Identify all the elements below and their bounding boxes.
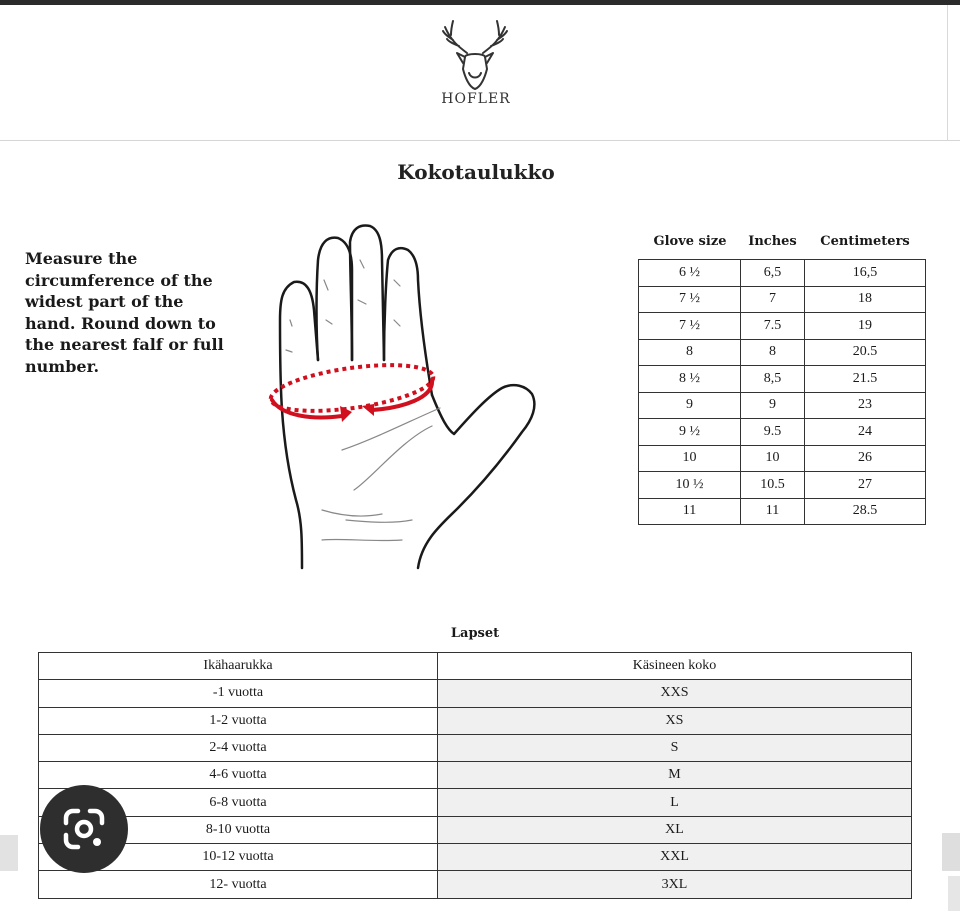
column-header-age-range: Ikähaarukka (39, 653, 438, 680)
table-row (39, 789, 912, 816)
glove-size-cell: 11 (639, 498, 741, 525)
header-divider (947, 5, 948, 140)
glove-size-cell: 8 ½ (639, 366, 741, 393)
inches-cell: 10 (741, 445, 805, 472)
inches-cell: 7 (741, 286, 805, 313)
glove-size-cell: XL (438, 816, 912, 843)
glove-size-cell: 6 ½ (639, 260, 741, 287)
centimeters-cell: 28.5 (805, 498, 926, 525)
glove-size-cell: 7 ½ (639, 313, 741, 340)
age-range-cell: 2-4 vuotta (39, 734, 438, 761)
table-header-row (39, 653, 912, 680)
age-range-cell: 6-8 vuotta (39, 789, 438, 816)
google-lens-button[interactable] (40, 785, 128, 873)
centimeters-cell: 20.5 (805, 339, 926, 366)
column-header-glove-size: Glove size (653, 234, 727, 249)
adult-size-table (638, 259, 926, 525)
centimeters-cell: 26 (805, 445, 926, 472)
inches-cell: 6,5 (741, 260, 805, 287)
side-edge-right (942, 833, 960, 871)
side-edge-left (0, 835, 18, 871)
table-row (639, 286, 926, 313)
age-range-cell: -1 vuotta (39, 680, 438, 707)
table-row (39, 734, 912, 761)
centimeters-cell: 16,5 (805, 260, 926, 287)
glove-size-cell: 8 (639, 339, 741, 366)
hand-measurement-illustration (262, 220, 542, 575)
table-row (639, 445, 926, 472)
glove-size-cell: XXS (438, 680, 912, 707)
measure-instructions: Measure the circumference of the widest part of the hand. Round down to the nearest falf or full number. (25, 249, 224, 376)
inches-cell: 7.5 (741, 313, 805, 340)
table-row (639, 260, 926, 287)
inches-cell: 8 (741, 339, 805, 366)
centimeters-cell: 23 (805, 392, 926, 419)
glove-size-cell: 10 (639, 445, 741, 472)
google-lens-icon (40, 785, 128, 873)
age-range-cell: 4-6 vuotta (39, 762, 438, 789)
glove-size-cell: S (438, 734, 912, 761)
glove-size-cell: 3XL (438, 871, 912, 898)
table-row (39, 707, 912, 734)
table-row (639, 419, 926, 446)
inches-cell: 9.5 (741, 419, 805, 446)
table-row (639, 498, 926, 525)
glove-size-cell: 9 (639, 392, 741, 419)
centimeters-cell: 18 (805, 286, 926, 313)
table-row (639, 472, 926, 499)
table-row (39, 816, 912, 843)
glove-size-cell: 7 ½ (639, 286, 741, 313)
glove-size-cell: XS (438, 707, 912, 734)
site-header (0, 5, 960, 141)
kids-size-table (38, 652, 912, 899)
kids-table-title: Lapset (450, 626, 500, 641)
page-title: Kokotaulukko (397, 160, 555, 184)
table-row (639, 339, 926, 366)
age-range-cell: 12- vuotta (39, 871, 438, 898)
inches-cell: 11 (741, 498, 805, 525)
inches-cell: 8,5 (741, 366, 805, 393)
column-header-glove-size: Käsineen koko (438, 653, 912, 680)
table-row (639, 313, 926, 340)
deer-head-icon[interactable] (435, 13, 515, 93)
age-range-cell: 1-2 vuotta (39, 707, 438, 734)
table-row (639, 392, 926, 419)
table-row (39, 844, 912, 871)
table-row (39, 762, 912, 789)
age-range-cell: 8-10 vuotta (39, 816, 438, 843)
glove-size-cell: L (438, 789, 912, 816)
age-range-cell: 10-12 vuotta (39, 844, 438, 871)
inches-cell: 10.5 (741, 472, 805, 499)
inches-cell: 9 (741, 392, 805, 419)
glove-size-cell: 9 ½ (639, 419, 741, 446)
centimeters-cell: 27 (805, 472, 926, 499)
table-row (39, 871, 912, 898)
centimeters-cell: 24 (805, 419, 926, 446)
centimeters-cell: 19 (805, 313, 926, 340)
column-header-inches: Inches (748, 234, 797, 249)
glove-size-cell: XXL (438, 844, 912, 871)
column-header-centimeters: Centimeters (820, 234, 910, 249)
glove-size-cell: 10 ½ (639, 472, 741, 499)
brand-name[interactable]: HOFLER (441, 91, 511, 107)
table-row (639, 366, 926, 393)
glove-size-cell: M (438, 762, 912, 789)
side-edge-right-lower (948, 876, 960, 911)
table-row (39, 680, 912, 707)
centimeters-cell: 21.5 (805, 366, 926, 393)
